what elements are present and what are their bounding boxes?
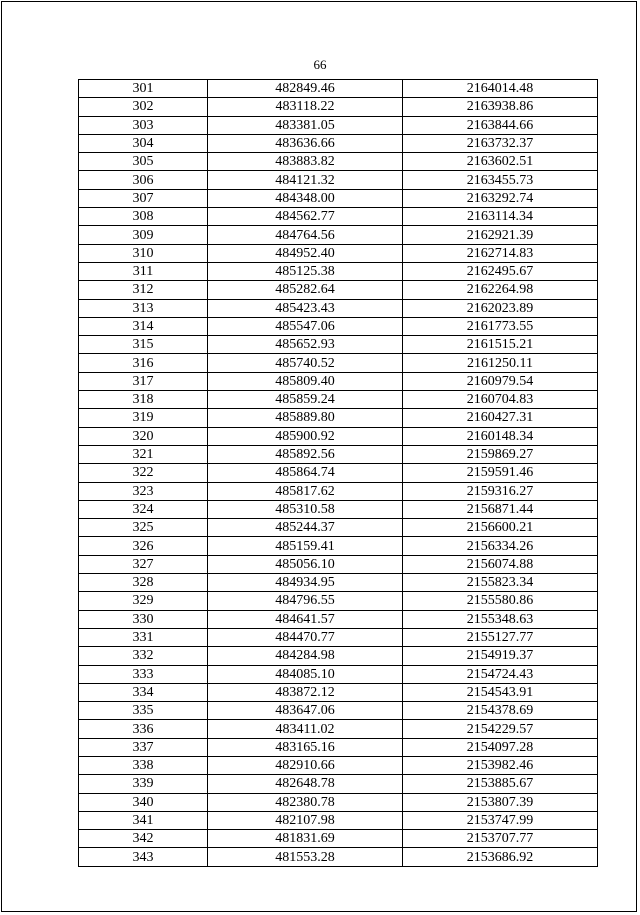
x-coordinate-cell: 483647.06 bbox=[208, 702, 403, 720]
x-coordinate-cell: 485652.93 bbox=[208, 336, 403, 354]
y-coordinate-cell: 2156334.26 bbox=[403, 537, 598, 555]
table-row bbox=[79, 738, 598, 756]
y-coordinate-cell: 2155823.34 bbox=[403, 574, 598, 592]
x-coordinate-cell: 485859.24 bbox=[208, 391, 403, 409]
table-row bbox=[79, 537, 598, 555]
x-coordinate-cell: 483636.66 bbox=[208, 134, 403, 152]
table-row bbox=[79, 299, 598, 317]
table-row bbox=[79, 171, 598, 189]
x-coordinate-cell: 482910.66 bbox=[208, 756, 403, 774]
x-coordinate-cell: 485740.52 bbox=[208, 354, 403, 372]
x-coordinate-cell: 485892.56 bbox=[208, 445, 403, 463]
table-row bbox=[79, 80, 598, 98]
y-coordinate-cell: 2163602.51 bbox=[403, 153, 598, 171]
table-row bbox=[79, 720, 598, 738]
table-row bbox=[79, 830, 598, 848]
point-number-cell: 313 bbox=[79, 299, 208, 317]
coordinates-table bbox=[78, 79, 598, 867]
x-coordinate-cell: 484085.10 bbox=[208, 665, 403, 683]
x-coordinate-cell: 482648.78 bbox=[208, 775, 403, 793]
point-number-cell: 340 bbox=[79, 793, 208, 811]
x-coordinate-cell: 484284.98 bbox=[208, 647, 403, 665]
x-coordinate-cell: 482380.78 bbox=[208, 793, 403, 811]
x-coordinate-cell: 484121.32 bbox=[208, 171, 403, 189]
y-coordinate-cell: 2163455.73 bbox=[403, 171, 598, 189]
point-number-cell: 303 bbox=[79, 116, 208, 134]
x-coordinate-cell: 485547.06 bbox=[208, 317, 403, 335]
y-coordinate-cell: 2153807.39 bbox=[403, 793, 598, 811]
table-row bbox=[79, 775, 598, 793]
table-row bbox=[79, 482, 598, 500]
x-coordinate-cell: 483381.05 bbox=[208, 116, 403, 134]
x-coordinate-cell: 485817.62 bbox=[208, 482, 403, 500]
x-coordinate-cell: 484952.40 bbox=[208, 244, 403, 262]
x-coordinate-cell: 485056.10 bbox=[208, 555, 403, 573]
y-coordinate-cell: 2163292.74 bbox=[403, 189, 598, 207]
y-coordinate-cell: 2153747.99 bbox=[403, 811, 598, 829]
y-coordinate-cell: 2162264.98 bbox=[403, 281, 598, 299]
y-coordinate-cell: 2160148.34 bbox=[403, 427, 598, 445]
point-number-cell: 314 bbox=[79, 317, 208, 335]
point-number-cell: 319 bbox=[79, 409, 208, 427]
coordinates-table-body bbox=[79, 80, 598, 867]
table-row bbox=[79, 372, 598, 390]
x-coordinate-cell: 485310.58 bbox=[208, 500, 403, 518]
x-coordinate-cell: 481831.69 bbox=[208, 830, 403, 848]
point-number-cell: 318 bbox=[79, 391, 208, 409]
point-number-cell: 326 bbox=[79, 537, 208, 555]
x-coordinate-cell: 485244.37 bbox=[208, 519, 403, 537]
x-coordinate-cell: 483872.12 bbox=[208, 683, 403, 701]
point-number-cell: 329 bbox=[79, 592, 208, 610]
table-row bbox=[79, 244, 598, 262]
y-coordinate-cell: 2161250.11 bbox=[403, 354, 598, 372]
table-row bbox=[79, 445, 598, 463]
point-number-cell: 328 bbox=[79, 574, 208, 592]
y-coordinate-cell: 2160979.54 bbox=[403, 372, 598, 390]
x-coordinate-cell: 481553.28 bbox=[208, 848, 403, 866]
x-coordinate-cell: 483118.22 bbox=[208, 98, 403, 116]
page-number: 66 bbox=[313, 57, 327, 72]
point-number-cell: 305 bbox=[79, 153, 208, 171]
table-row bbox=[79, 793, 598, 811]
table-row bbox=[79, 610, 598, 628]
table-row bbox=[79, 427, 598, 445]
point-number-cell: 320 bbox=[79, 427, 208, 445]
y-coordinate-cell: 2153885.67 bbox=[403, 775, 598, 793]
point-number-cell: 308 bbox=[79, 208, 208, 226]
y-coordinate-cell: 2153686.92 bbox=[403, 848, 598, 866]
y-coordinate-cell: 2154378.69 bbox=[403, 702, 598, 720]
y-coordinate-cell: 2162023.89 bbox=[403, 299, 598, 317]
table-row bbox=[79, 391, 598, 409]
table-row bbox=[79, 189, 598, 207]
table-row bbox=[79, 756, 598, 774]
y-coordinate-cell: 2154543.91 bbox=[403, 683, 598, 701]
y-coordinate-cell: 2159591.46 bbox=[403, 464, 598, 482]
table-row bbox=[79, 354, 598, 372]
y-coordinate-cell: 2156600.21 bbox=[403, 519, 598, 537]
x-coordinate-cell: 484764.56 bbox=[208, 226, 403, 244]
x-coordinate-cell: 484470.77 bbox=[208, 628, 403, 646]
x-coordinate-cell: 485889.80 bbox=[208, 409, 403, 427]
y-coordinate-cell: 2163844.66 bbox=[403, 116, 598, 134]
y-coordinate-cell: 2161515.21 bbox=[403, 336, 598, 354]
table-row bbox=[79, 409, 598, 427]
x-coordinate-cell: 484348.00 bbox=[208, 189, 403, 207]
point-number-cell: 341 bbox=[79, 811, 208, 829]
y-coordinate-cell: 2156074.88 bbox=[403, 555, 598, 573]
table-row bbox=[79, 500, 598, 518]
y-coordinate-cell: 2160427.31 bbox=[403, 409, 598, 427]
point-number-cell: 343 bbox=[79, 848, 208, 866]
point-number-cell: 321 bbox=[79, 445, 208, 463]
y-coordinate-cell: 2162714.83 bbox=[403, 244, 598, 262]
y-coordinate-cell: 2163938.86 bbox=[403, 98, 598, 116]
y-coordinate-cell: 2153707.77 bbox=[403, 830, 598, 848]
y-coordinate-cell: 2160704.83 bbox=[403, 391, 598, 409]
point-number-cell: 310 bbox=[79, 244, 208, 262]
point-number-cell: 304 bbox=[79, 134, 208, 152]
table-row bbox=[79, 464, 598, 482]
table-row bbox=[79, 519, 598, 537]
x-coordinate-cell: 485900.92 bbox=[208, 427, 403, 445]
y-coordinate-cell: 2156871.44 bbox=[403, 500, 598, 518]
table-row bbox=[79, 153, 598, 171]
table-row bbox=[79, 116, 598, 134]
point-number-cell: 342 bbox=[79, 830, 208, 848]
point-number-cell: 325 bbox=[79, 519, 208, 537]
table-row bbox=[79, 811, 598, 829]
x-coordinate-cell: 484934.95 bbox=[208, 574, 403, 592]
y-coordinate-cell: 2162495.67 bbox=[403, 262, 598, 280]
point-number-cell: 315 bbox=[79, 336, 208, 354]
y-coordinate-cell: 2162921.39 bbox=[403, 226, 598, 244]
table-row bbox=[79, 683, 598, 701]
table-row bbox=[79, 262, 598, 280]
point-number-cell: 330 bbox=[79, 610, 208, 628]
x-coordinate-cell: 482849.46 bbox=[208, 80, 403, 98]
point-number-cell: 311 bbox=[79, 262, 208, 280]
table-row bbox=[79, 317, 598, 335]
table-row bbox=[79, 208, 598, 226]
point-number-cell: 339 bbox=[79, 775, 208, 793]
point-number-cell: 317 bbox=[79, 372, 208, 390]
point-number-cell: 334 bbox=[79, 683, 208, 701]
point-number-cell: 301 bbox=[79, 80, 208, 98]
x-coordinate-cell: 484796.55 bbox=[208, 592, 403, 610]
point-number-cell: 309 bbox=[79, 226, 208, 244]
point-number-cell: 324 bbox=[79, 500, 208, 518]
y-coordinate-cell: 2154097.28 bbox=[403, 738, 598, 756]
x-coordinate-cell: 482107.98 bbox=[208, 811, 403, 829]
y-coordinate-cell: 2161773.55 bbox=[403, 317, 598, 335]
table-row bbox=[79, 647, 598, 665]
table-row bbox=[79, 98, 598, 116]
table-row bbox=[79, 336, 598, 354]
table-row bbox=[79, 555, 598, 573]
x-coordinate-cell: 485125.38 bbox=[208, 262, 403, 280]
x-coordinate-cell: 485864.74 bbox=[208, 464, 403, 482]
table-row bbox=[79, 592, 598, 610]
x-coordinate-cell: 483411.02 bbox=[208, 720, 403, 738]
y-coordinate-cell: 2154919.37 bbox=[403, 647, 598, 665]
table-row bbox=[79, 848, 598, 866]
point-number-cell: 335 bbox=[79, 702, 208, 720]
table-row bbox=[79, 665, 598, 683]
x-coordinate-cell: 485282.64 bbox=[208, 281, 403, 299]
y-coordinate-cell: 2155127.77 bbox=[403, 628, 598, 646]
table-row bbox=[79, 574, 598, 592]
point-number-cell: 306 bbox=[79, 171, 208, 189]
y-coordinate-cell: 2155348.63 bbox=[403, 610, 598, 628]
y-coordinate-cell: 2163732.37 bbox=[403, 134, 598, 152]
x-coordinate-cell: 485809.40 bbox=[208, 372, 403, 390]
x-coordinate-cell: 483883.82 bbox=[208, 153, 403, 171]
y-coordinate-cell: 2159316.27 bbox=[403, 482, 598, 500]
point-number-cell: 307 bbox=[79, 189, 208, 207]
table-row bbox=[79, 281, 598, 299]
point-number-cell: 312 bbox=[79, 281, 208, 299]
x-coordinate-cell: 485159.41 bbox=[208, 537, 403, 555]
y-coordinate-cell: 2163114.34 bbox=[403, 208, 598, 226]
table-row bbox=[79, 226, 598, 244]
point-number-cell: 323 bbox=[79, 482, 208, 500]
x-coordinate-cell: 483165.16 bbox=[208, 738, 403, 756]
y-coordinate-cell: 2155580.86 bbox=[403, 592, 598, 610]
y-coordinate-cell: 2154724.43 bbox=[403, 665, 598, 683]
point-number-cell: 302 bbox=[79, 98, 208, 116]
point-number-cell: 316 bbox=[79, 354, 208, 372]
point-number-cell: 331 bbox=[79, 628, 208, 646]
point-number-cell: 336 bbox=[79, 720, 208, 738]
y-coordinate-cell: 2159869.27 bbox=[403, 445, 598, 463]
x-coordinate-cell: 485423.43 bbox=[208, 299, 403, 317]
y-coordinate-cell: 2154229.57 bbox=[403, 720, 598, 738]
y-coordinate-cell: 2153982.46 bbox=[403, 756, 598, 774]
x-coordinate-cell: 484641.57 bbox=[208, 610, 403, 628]
point-number-cell: 327 bbox=[79, 555, 208, 573]
point-number-cell: 337 bbox=[79, 738, 208, 756]
point-number-cell: 333 bbox=[79, 665, 208, 683]
table-row bbox=[79, 134, 598, 152]
x-coordinate-cell: 484562.77 bbox=[208, 208, 403, 226]
point-number-cell: 332 bbox=[79, 647, 208, 665]
point-number-cell: 322 bbox=[79, 464, 208, 482]
table-row bbox=[79, 628, 598, 646]
y-coordinate-cell: 2164014.48 bbox=[403, 80, 598, 98]
table-row bbox=[79, 702, 598, 720]
point-number-cell: 338 bbox=[79, 756, 208, 774]
